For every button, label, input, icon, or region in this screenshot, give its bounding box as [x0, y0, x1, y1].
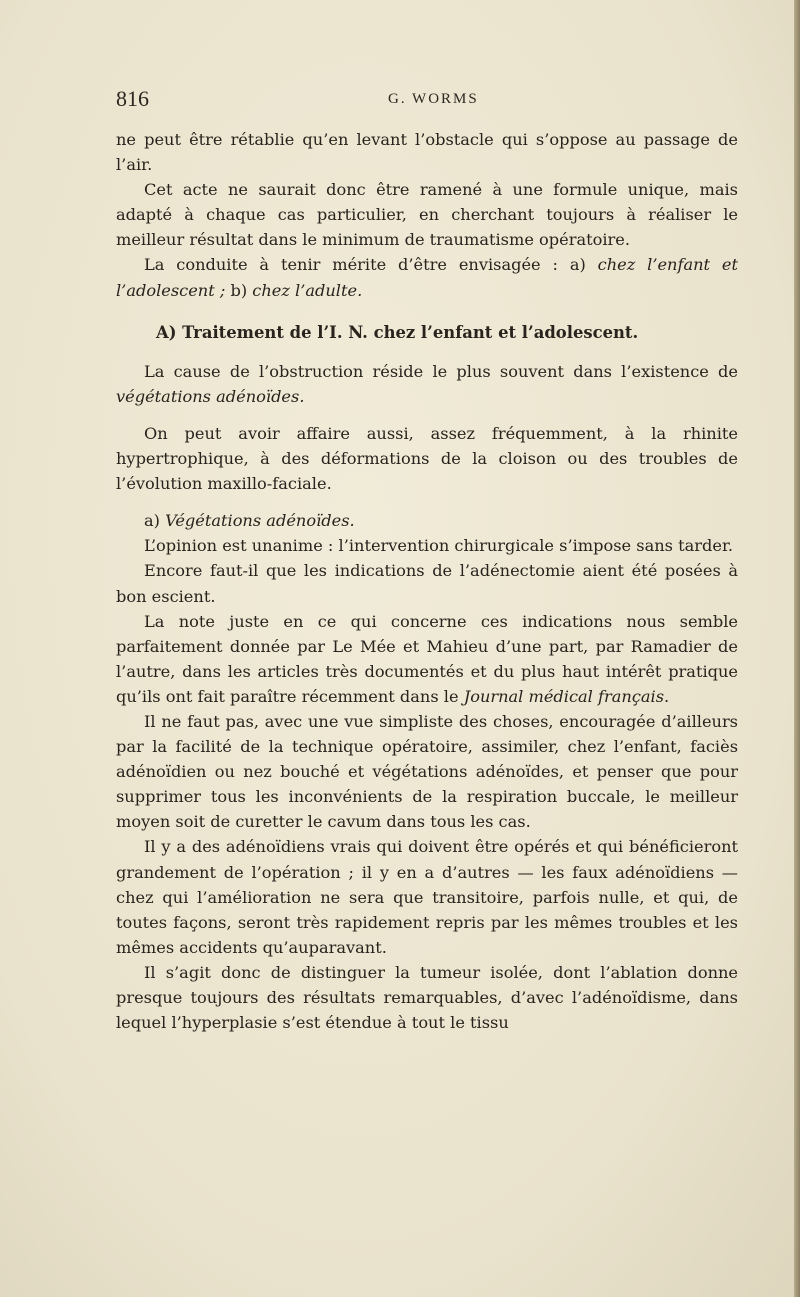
- section-heading: A) Traitement de l’I. N. chez l’enfant et l’adolescent.: [156, 322, 639, 342]
- italic-text: chez l’adulte.: [252, 280, 363, 300]
- paragraph: Encore faut-il que les indications de l’adénectomie aient été posées à bon escient.: [116, 561, 738, 606]
- page-edge-shadow: [794, 0, 800, 1297]
- paragraph: Il ne faut pas, avec une vue simpliste des choses, encouragée d’ailleurs par la facilité de la technique opératoire, assimiler, chez l’enfant, faciès adénoïdien ou nez bouché et végétations adénoïdes, et penser que pour supprimer tous les inconvénients de la respiration buccale, le meilleur moyen soit de curetter le cavum dans tous les cas.: [116, 711, 738, 832]
- paragraph: On peut avoir affaire aussi, assez fréquemment, à la rhinite hypertrophique, à des déformations de la cloison ou des troubles de l’évolution maxillo-faciale.: [116, 423, 738, 494]
- paragraph: L’opinion est unanime : l’intervention chirurgicale s’impose sans tarder.: [144, 536, 734, 556]
- paragraph: La note juste en ce qui concerne ces indications nous semble parfaitement donnée par Le Mée et Mahieu d’une part, par Ramadier de l’autre, dans les articles très documentés et du plus haut intérêt pratique qu’ils ont fait paraître récemment dans le Journal médical français.: [116, 611, 738, 706]
- italic-text: végétations adénoïdes.: [116, 386, 305, 406]
- paragraph: La cause de l’obstruction réside le plus souvent dans l’existence de végétations adénoïdes.: [116, 361, 738, 406]
- paragraph: Cet acte ne saurait donc être ramené à une formule unique, mais adapté à chaque cas particulier, en cherchant toujours à réaliser le meilleur résultat dans le minimum de traumatisme opératoire.: [116, 180, 738, 250]
- body-text: [116, 127, 738, 1035]
- page-header: [116, 86, 738, 116]
- paragraph: Il s’agit donc de distinguer la tumeur isolée, dont l’ablation donne presque toujours des résultats remarquables, d’avec l’adénoïdisme, dans lequel l’hyperplasie s’est étendue à tout le tissu: [116, 962, 738, 1033]
- paragraph: Il y a des adénoïdiens vrais qui doivent être opérés et qui bénéficieront grandement de l’opération ; il y en a d’autres — les faux adénoïdiens — chez qui l’amélioration ne sera que transitoire, parfois nulle, et qui, de toutes façons, seront très rapidement repris par les mêmes troubles et les mêmes accidents qu’auparavant.: [116, 837, 738, 957]
- paragraph: ne peut être rétablie qu’en levant l’obstacle qui s’oppose au passage de l’air.: [116, 130, 738, 175]
- paragraph: La conduite à tenir mérite d’être envisagée : a) chez l’enfant et l’adolescent ; b) chez l’adulte.: [116, 255, 738, 300]
- subsection-heading: a) Végétations adénoïdes.: [144, 511, 355, 531]
- page-number: 816: [116, 86, 149, 111]
- italic-text: Journal médical français.: [463, 686, 670, 706]
- running-head: G. WORMS: [388, 91, 479, 107]
- italic-text: chez l’enfant et l’adolescent ;: [116, 255, 738, 300]
- italic-text: Végétations adénoïdes.: [165, 511, 355, 531]
